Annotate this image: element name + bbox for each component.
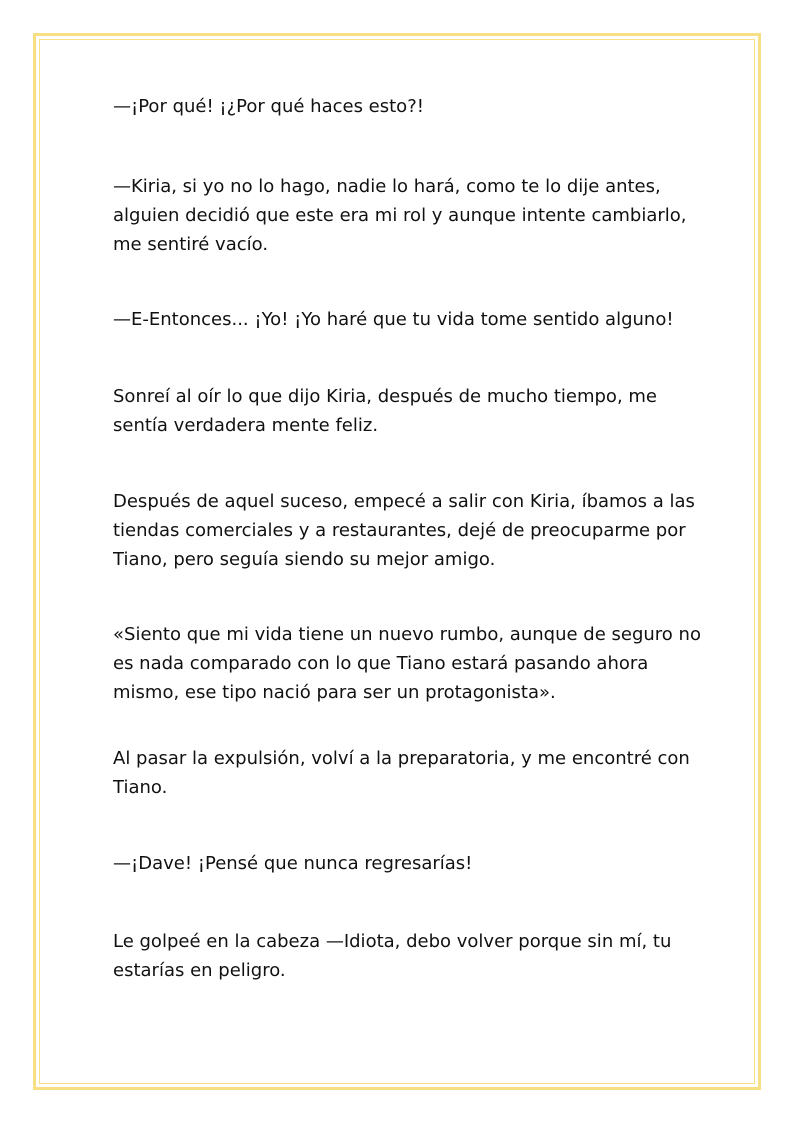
text-line: me sentiré vacío.	[113, 234, 269, 255]
text-line: Le golpeé en la cabeza —Idiota, debo volver porque sin mí, tu	[113, 931, 672, 952]
text-line: —E-Entonces... ¡Yo! ¡Yo haré que tu vida tome sentido alguno!	[113, 309, 674, 330]
paragraph-9	[113, 927, 703, 985]
text-line: Tiano.	[113, 777, 168, 798]
text-line: —¡Dave! ¡Pensé que nunca regresarías!	[113, 853, 473, 874]
paragraph-5	[113, 487, 703, 574]
text-line: Sonreí al oír lo que dijo Kiria, después de mucho tiempo, me	[113, 386, 657, 407]
text-line: «Siento que mi vida tiene un nuevo rumbo, aunque de seguro no	[113, 624, 701, 645]
paragraph-6	[113, 620, 703, 707]
text-line: estarías en peligro.	[113, 960, 286, 981]
text-line: Al pasar la expulsión, volví a la preparatoria, y me encontré con	[113, 748, 690, 769]
paragraph-4	[113, 382, 703, 440]
text-line: es nada comparado con lo que Tiano estará pasando ahora	[113, 653, 649, 674]
paragraph-3	[113, 305, 703, 334]
text-line: Después de aquel suceso, empecé a salir con Kiria, íbamos a las	[113, 491, 695, 512]
text-line: alguien decidió que este era mi rol y aunque intente cambiarlo,	[113, 205, 687, 226]
paragraph-1	[113, 92, 703, 121]
text-line: sentía verdadera mente feliz.	[113, 415, 379, 436]
paragraph-8	[113, 849, 703, 878]
text-line: mismo, ese tipo nació para ser un protagonista».	[113, 682, 556, 703]
paragraph-2	[113, 172, 703, 259]
text-line: Tiano, pero seguía siendo su mejor amigo.	[113, 549, 496, 570]
paragraph-7	[113, 744, 703, 802]
text-line: —¡Por qué! ¡¿Por qué haces esto?!	[113, 96, 424, 117]
text-line: tiendas comerciales y a restaurantes, dejé de preocuparme por	[113, 520, 686, 541]
text-line: —Kiria, si yo no lo hago, nadie lo hará, como te lo dije antes,	[113, 176, 661, 197]
